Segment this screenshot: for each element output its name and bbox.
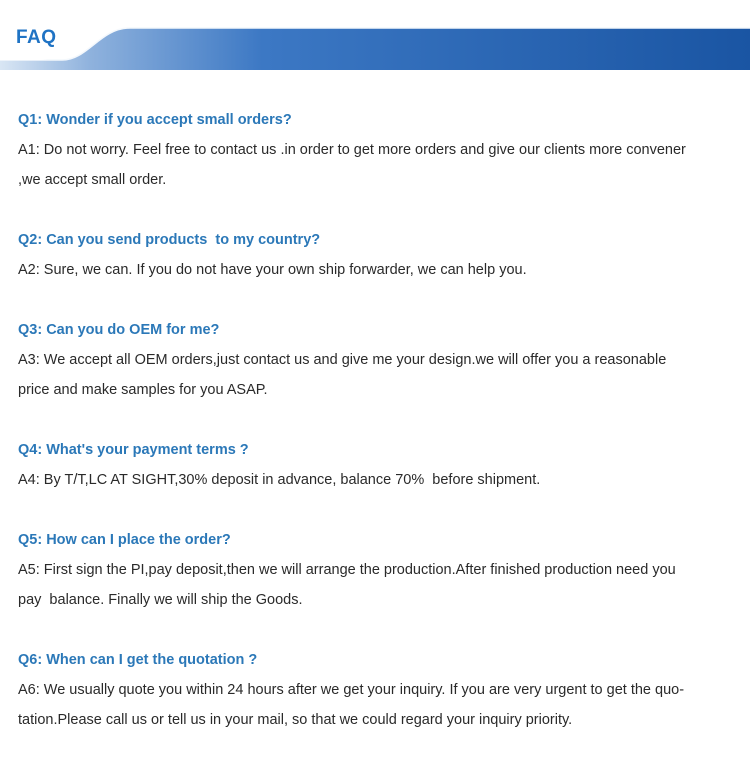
faq-answer-line: ,we accept small order. — [18, 172, 167, 188]
faq-question: Q3: Can you do OEM for me? — [18, 322, 220, 338]
faq-answer-line: A6: We usually quote you within 24 hours after we get your inquiry. If you are very urgent to get the quo- — [18, 682, 685, 698]
faq-item-1 — [18, 105, 728, 195]
faq-list — [18, 105, 728, 765]
faq-question: Q6: When can I get the quotation ? — [18, 652, 258, 668]
faq-answer-line: tation.Please call us or tell us in your mail, so that we could regard your inquiry priority. — [18, 712, 573, 728]
faq-question: Q2: Can you send products to my country? — [18, 232, 321, 248]
faq-question: Q4: What's your payment terms ? — [18, 442, 249, 458]
faq-answer-line: A2: Sure, we can. If you do not have your own ship forwarder, we can help you. — [18, 262, 527, 278]
faq-answer-line: A1: Do not worry. Feel free to contact us .in order to get more orders and give our clients more convener — [18, 142, 686, 158]
banner-background — [0, 0, 750, 72]
faq-answer-line: A5: First sign the PI,pay deposit,then we will arrange the production.After finished production need you — [18, 562, 676, 578]
faq-answer-line: A3: We accept all OEM orders,just contact us and give me your design.we will offer you a reasonable — [18, 352, 667, 368]
faq-answer-line: A4: By T/T,LC AT SIGHT,30% deposit in advance, balance 70% before shipment. — [18, 472, 541, 488]
faq-header-banner — [0, 0, 750, 72]
faq-answer-line: price and make samples for you ASAP. — [18, 382, 268, 398]
faq-item-3 — [18, 315, 728, 405]
faq-item-5 — [18, 525, 728, 615]
faq-question: Q5: How can I place the order? — [18, 532, 231, 548]
page-title: FAQ — [16, 27, 57, 48]
faq-item-6 — [18, 645, 728, 735]
faq-item-2 — [18, 225, 728, 285]
faq-question: Q1: Wonder if you accept small orders? — [18, 112, 292, 128]
faq-item-4 — [18, 435, 728, 495]
faq-answer-line: pay balance. Finally we will ship the Goods. — [18, 592, 303, 608]
